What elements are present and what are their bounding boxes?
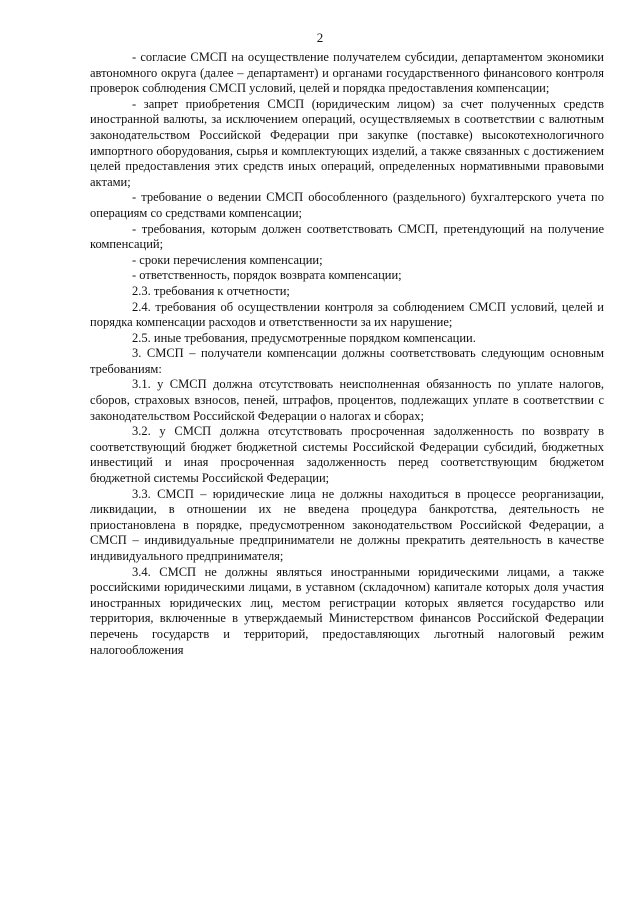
paragraph-consent-inspections: - согласие СМСП на осуществление получателем субсидии, департаментом экономики автономного округа (далее – департамент) и органами государственного финансового контроля проверок соблюдения СМСП условий, целей и порядка предоставления компенсации;	[90, 50, 604, 96]
paragraph-3-4: 3.4. СМСП не должны являться иностранными юридическими лицами, а также российскими юридическими лицами, в уставном (складочном) капитале которых доля участия иностранных юридических лиц, местом регистрации которых является государство или территория, включенные в утверждаемый Министерством финансов Российской Федерации перечень государств и территорий, предоставляющих льготный налоговый режим налогообложения	[90, 564, 604, 657]
paragraph-3-1: 3.1. у СМСП должна отсутствовать неисполненная обязанность по уплате налогов, сборов, страховых взносов, пеней, штрафов, процентов, подлежащих уплате в соответствии с законодательством Российской Федерации о налогах и сборах;	[90, 377, 604, 423]
paragraph-separate-accounting: - требование о ведении СМСП обособленного (раздельного) бухгалтерского учета по операциям со средствами компенсации;	[90, 190, 604, 220]
paragraph-2-5: 2.5. иные требования, предусмотренные порядком компенсации.	[132, 330, 476, 345]
page-number: 2	[316, 30, 324, 45]
paragraph-3-2: 3.2. у СМСП должна отсутствовать просроченная задолженность по возврату в соответствующий бюджет бюджетной системы Российской Федерации субсидий, бюджетных инвестиций и иная просроченная задолженность перед соответствующим бюджетом бюджетной системы Российской Федерации;	[90, 424, 604, 486]
document-body	[90, 50, 604, 658]
paragraph-responsibility: - ответственность, порядок возврата компенсации;	[132, 268, 402, 283]
paragraph-3: 3. СМСП – получатели компенсации должны соответствовать следующим основным требованиям:	[90, 346, 604, 376]
paragraph-transfer-terms: - сроки перечисления компенсации;	[132, 252, 323, 267]
paragraph-2-4: 2.4. требования об осуществлении контроля за соблюдением СМСП условий, целей и порядка компенсации расходов и ответственности за их нарушение;	[90, 299, 604, 330]
paragraph-applicant-requirements: - требования, которым должен соответствовать СМСП, претендующий на получение компенсаций;	[90, 221, 604, 252]
paragraph-2-3: 2.3. требования к отчетности;	[132, 283, 290, 298]
paragraph-currency-ban: - запрет приобретения СМСП (юридическим лицом) за счет полученных средств иностранной валюты, за исключением операций, осуществляемых в соответствии с валютным законодательством Российской Федерации при закупке (поставке) высокотехнологичного импортного оборудования, сырья и комплектующих изделий, а также связанных с достижением целей предоставления этих средств иных операций, определенных нормативными правовыми актами;	[90, 96, 604, 189]
paragraph-3-3: 3.3. СМСП – юридические лица не должны находиться в процессе реорганизации, ликвидации, в отношении их не введена процедура банкротства, деятельность не приостановлена в порядке, предусмотренном законодательством Российской Федерации, а СМСП – индивидуальные предприниматели не должны прекратить деятельность в качестве индивидуального предпринимателя;	[90, 486, 604, 563]
